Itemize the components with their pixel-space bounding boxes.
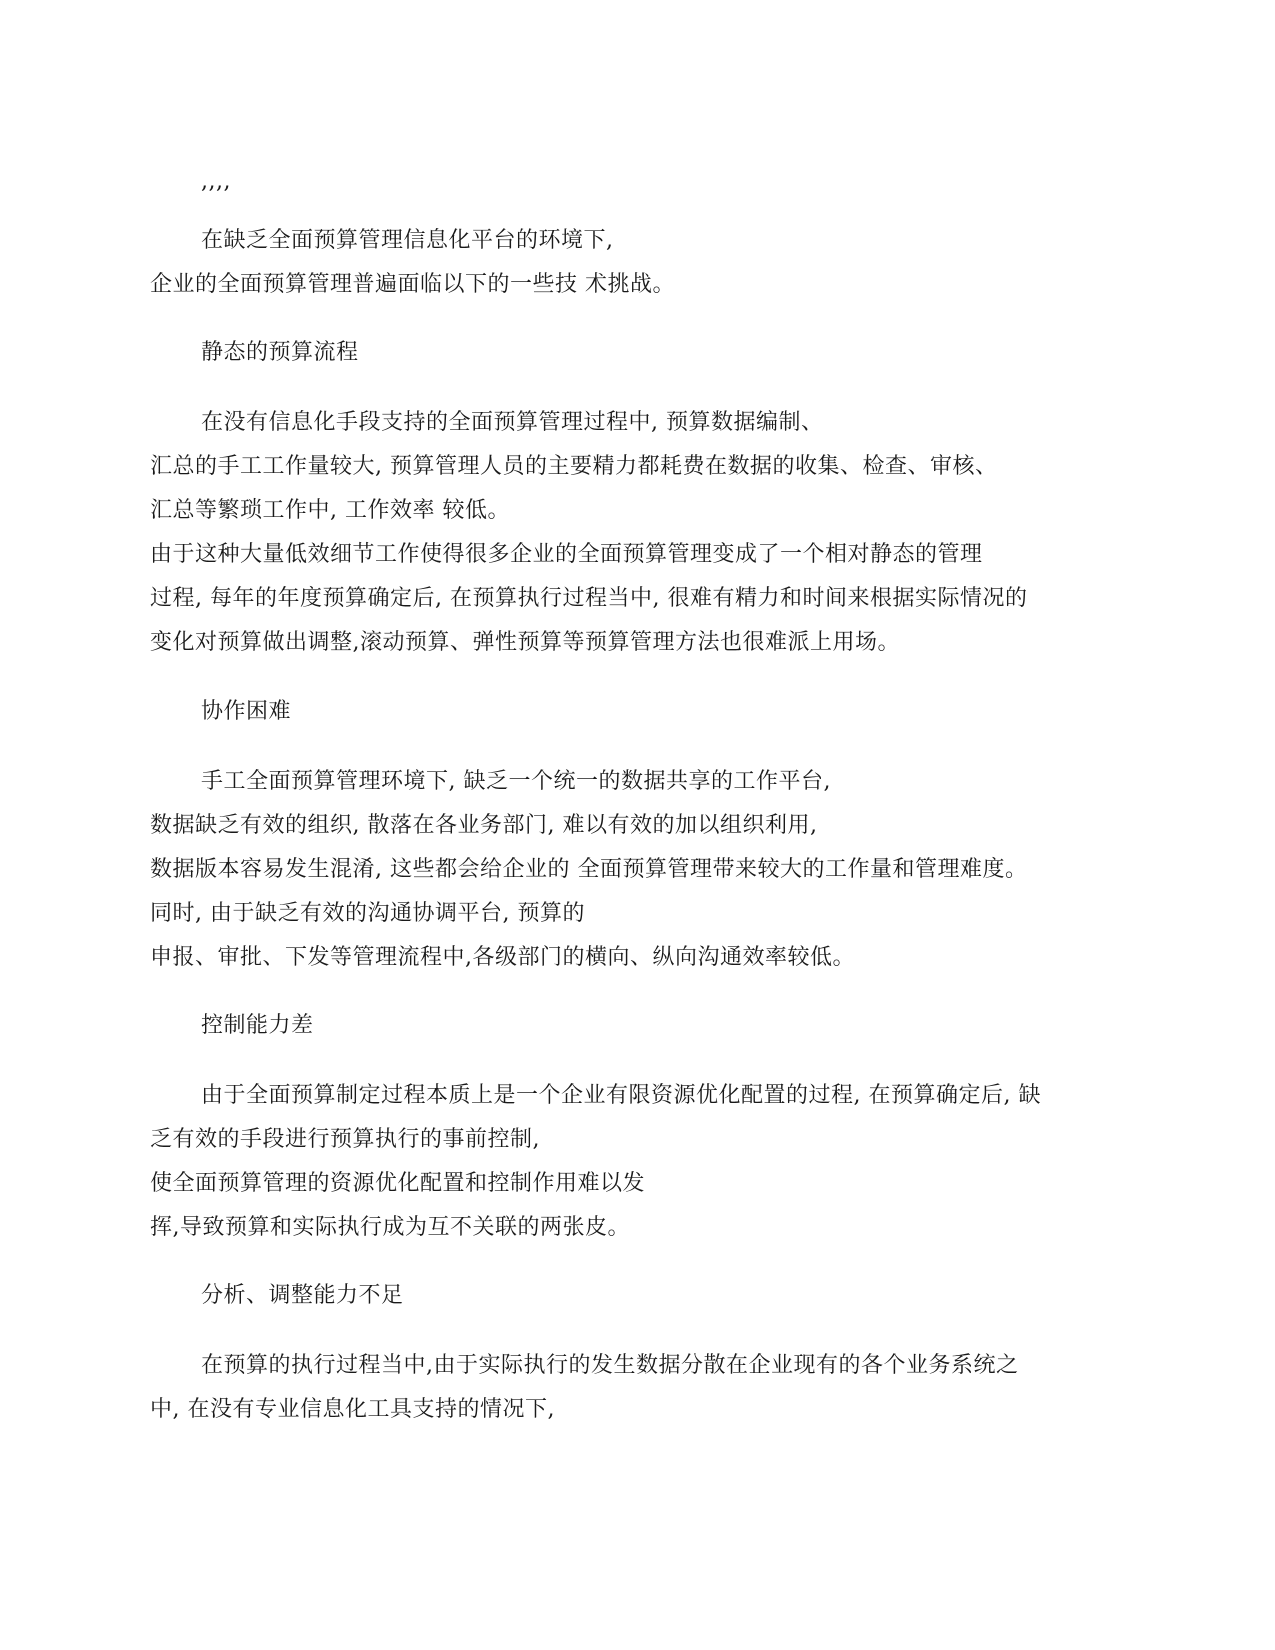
paragraph-line: 数据版本容易发生混淆, 这些都会给企业的 全面预算管理带来较大的工作量和管理难度。 [150, 857, 1028, 882]
paragraph-line: 申报、审批、下发等管理流程中,各级部门的横向、纵向沟通效率较低。 [150, 945, 855, 970]
section-heading-analysis: 分析、调整能力不足 [201, 1283, 404, 1308]
paragraph-line: 中, 在没有专业信息化工具支持的情况下, [150, 1397, 555, 1422]
paragraph-line: 手工全面预算管理环境下, 缺乏一个统一的数据共享的工作平台, [201, 769, 831, 794]
paragraph-line: 过程, 每年的年度预算确定后, 在预算执行过程当中, 很难有精力和时间来根据实际情况的 [150, 586, 1028, 611]
paragraph-line: 在没有信息化手段支持的全面预算管理过程中, 预算数据编制、 [201, 410, 824, 435]
intro-line-2: 企业的全面预算管理普遍面临以下的一些技 术挑战。 [150, 272, 675, 297]
paragraph-line: 使全面预算管理的资源优化配置和控制作用难以发 [150, 1171, 646, 1196]
paragraph-line: 由于全面预算制定过程本质上是一个企业有限资源优化配置的过程, 在预算确定后, 缺 [201, 1083, 1041, 1108]
paragraph-line: 挥,导致预算和实际执行成为互不关联的两张皮。 [150, 1215, 630, 1240]
paragraph-line: 数据缺乏有效的组织, 散落在各业务部门, 难以有效的加以组织利用, [150, 813, 818, 838]
paragraph-line: 乏有效的手段进行预算执行的事前控制, [150, 1127, 540, 1152]
paragraph-line: 汇总等繁琐工作中, 工作效率 较低。 [150, 498, 510, 523]
section-heading-static-process: 静态的预算流程 [201, 340, 359, 365]
intro-line-1: 在缺乏全面预算管理信息化平台的环境下, [201, 228, 614, 253]
section-heading-control: 控制能力差 [201, 1013, 314, 1038]
section-heading-collaboration: 协作困难 [201, 699, 292, 724]
paragraph-line: 同时, 由于缺乏有效的沟通协调平台, 预算的 [150, 901, 585, 926]
paragraph-line: 变化对预算做出调整,滚动预算、弹性预算等预算管理方法也很难派上用场。 [150, 630, 900, 655]
paragraph-line: 由于这种大量低效细节工作使得很多企业的全面预算管理变成了一个相对静态的管理 [150, 542, 983, 567]
paragraph-line: 在预算的执行过程当中,由于实际执行的发生数据分散在企业现有的各个业务系统之 [201, 1353, 1019, 1378]
section-marker: ,,,, [201, 169, 231, 194]
paragraph-line: 汇总的手工工作量较大, 预算管理人员的主要精力都耗费在数据的收集、检查、审核、 [150, 454, 998, 479]
